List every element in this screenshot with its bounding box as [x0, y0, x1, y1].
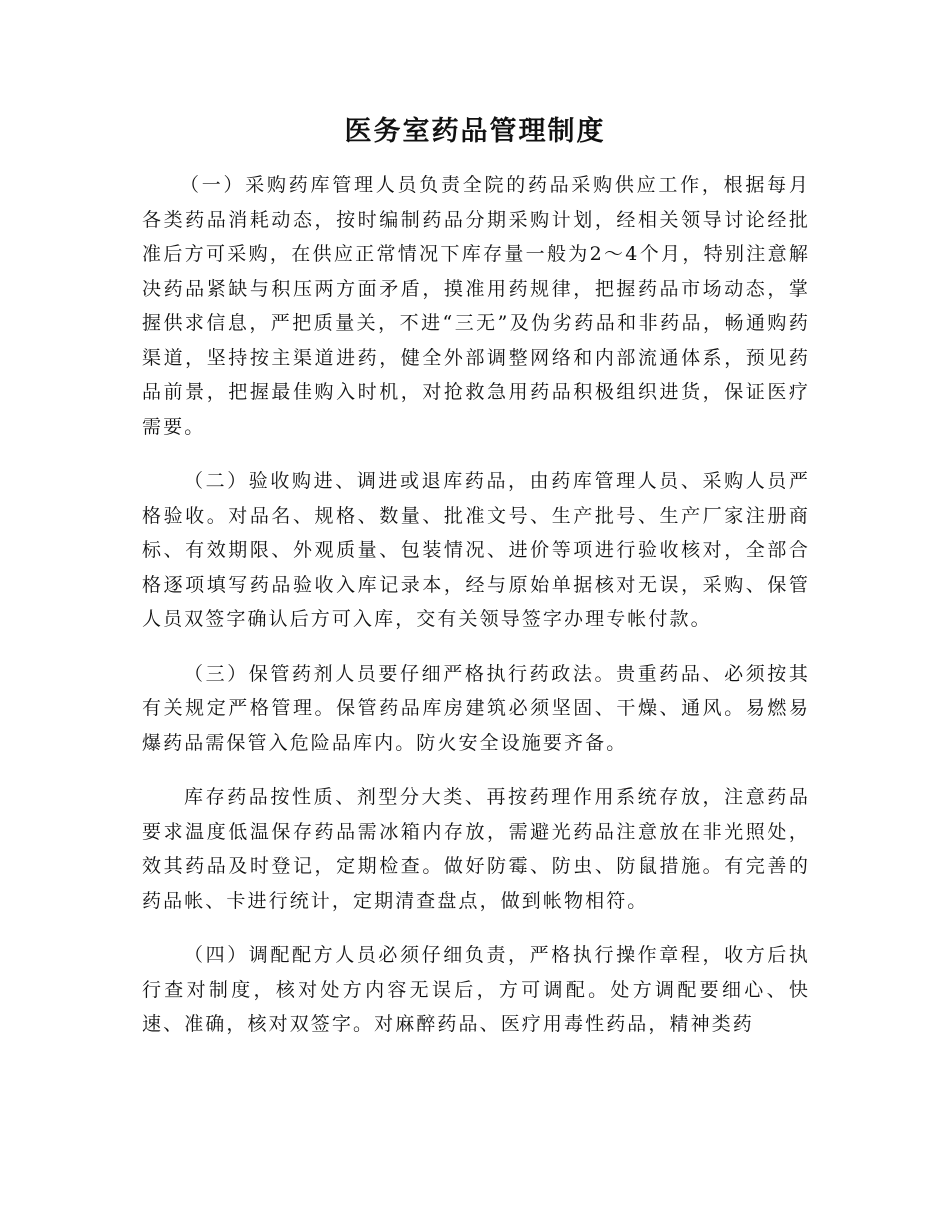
- paragraph-dispensing: （四）调配配方人员必须仔细负责，严格执行操作章程，收方后执行查对制度，核对处方内容无误后，方可调配。处方调配要细心、快速、准确，核对双签字。对麻醉药品、医疗用毒性药品，精神类药: [142, 944, 810, 1035]
- paragraph-acceptance: （二）验收购进、调进或退库药品，由药库管理人员、采购人员严格验收。对品名、规格、数量、批准文号、生产批号、生产厂家注册商标、有效期限、外观质量、包装情况、进价等项进行验收核对，全部合格逐项填写药品验收入库记录本，经与原始单据核对无误，采购、保管人员双签字确认后方可入库，交有关领导签字办理专帐付款。: [142, 470, 810, 630]
- paragraph-storage: （三）保管药剂人员要仔细严格执行药政法。贵重药品、必须按其有关规定严格管理。保管药品库房建筑必须坚固、干燥、通风。易燃易爆药品需保管入危险品库内。防火安全设施要齐备。: [142, 662, 810, 754]
- document-title: 医务室药品管理制度: [344, 116, 606, 147]
- paragraph-inventory: 库存药品按性质、剂型分大类、再按药理作用系统存放，注意药品要求温度低温保存药品需冰箱内存放，需避光药品注意放在非光照处，效其药品及时登记，定期检查。做好防霉、防虫、防鼠措施。有完善的药品帐、卡进行统计，定期清查盘点，做到帐物相符。: [142, 786, 810, 912]
- document-body: [142, 168, 810, 1062]
- paragraph-procurement: （一）采购药库管理人员负责全院的药品采购供应工作，根据每月各类药品消耗动态，按时编制药品分期采购计划，经相关领导讨论经批准后方可采购，在供应正常情况下库存量一般为2～4个月，特别注意解决药品紧缺与积压两方面矛盾，摸准用药规律，把握药品市场动态，掌握供求信息，严把质量关，不进“三无”及伪劣药品和非药品，畅通购药渠道，坚持按主渠道进药，健全外部调整网络和内部流通体系，预见药品前景，把握最佳购入时机，对抢救急用药品积极组织进货，保证医疗需要。: [142, 174, 810, 438]
